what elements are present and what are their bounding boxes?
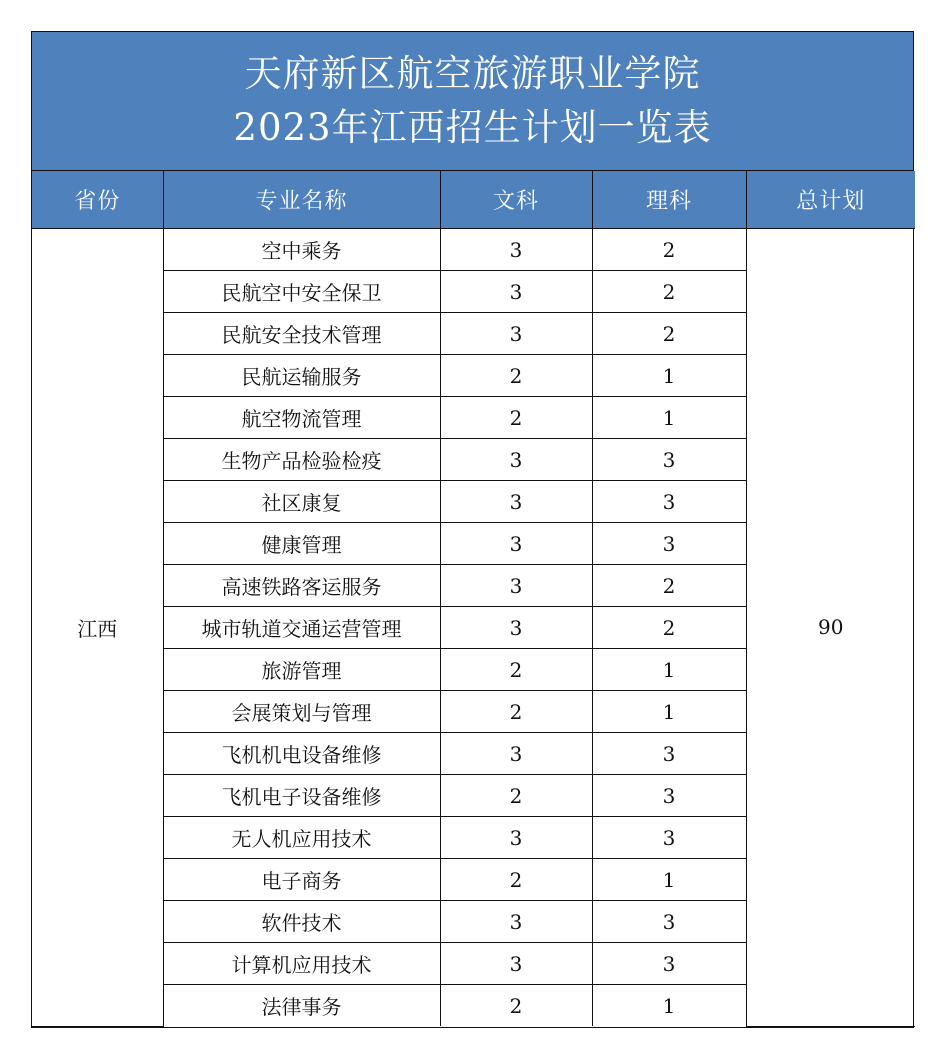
arts-cell: 3 [440,901,592,943]
science-cell: 3 [592,439,746,481]
header-arts: 文科 [440,171,592,229]
science-cell: 3 [592,817,746,859]
major-cell: 旅游管理 [163,649,440,691]
province-cell: 江西 [32,229,163,1027]
major-cell: 民航运输服务 [163,355,440,397]
major-cell: 会展策划与管理 [163,691,440,733]
science-cell: 2 [592,229,746,271]
science-cell: 3 [592,943,746,985]
major-cell: 飞机电子设备维修 [163,775,440,817]
arts-cell: 2 [440,355,592,397]
major-cell: 软件技术 [163,901,440,943]
arts-cell: 3 [440,943,592,985]
arts-cell: 2 [440,649,592,691]
major-cell: 民航安全技术管理 [163,313,440,355]
total-plan-cell: 90 [746,229,915,1027]
science-cell: 1 [592,397,746,439]
enrollment-table [32,171,915,1027]
arts-cell: 2 [440,985,592,1027]
arts-cell: 3 [440,229,592,271]
science-cell: 3 [592,523,746,565]
arts-cell: 3 [440,481,592,523]
major-cell: 飞机机电设备维修 [163,733,440,775]
arts-cell: 2 [440,859,592,901]
science-cell: 2 [592,607,746,649]
major-cell: 高速铁路客运服务 [163,565,440,607]
major-cell: 电子商务 [163,859,440,901]
arts-cell: 2 [440,691,592,733]
science-cell: 1 [592,355,746,397]
arts-cell: 3 [440,271,592,313]
arts-cell: 2 [440,775,592,817]
science-cell: 3 [592,775,746,817]
major-cell: 航空物流管理 [163,397,440,439]
science-cell: 3 [592,901,746,943]
arts-cell: 3 [440,313,592,355]
major-cell: 城市轨道交通运营管理 [163,607,440,649]
science-cell: 2 [592,313,746,355]
header-row [32,171,915,229]
major-cell: 生物产品检验检疫 [163,439,440,481]
major-cell: 法律事务 [163,985,440,1027]
arts-cell: 3 [440,817,592,859]
title-line-1: 天府新区航空旅游职业学院 [244,52,701,95]
enrollment-plan-sheet [31,31,914,1028]
arts-cell: 3 [440,565,592,607]
header-major: 专业名称 [163,171,440,229]
header-total: 总计划 [746,171,915,229]
table-body [32,229,915,1027]
major-cell: 健康管理 [163,523,440,565]
header-science: 理科 [592,171,746,229]
science-cell: 3 [592,733,746,775]
header-province: 省份 [32,171,163,229]
science-cell: 3 [592,481,746,523]
major-cell: 计算机应用技术 [163,943,440,985]
major-cell: 空中乘务 [163,229,440,271]
table-row [32,229,915,271]
arts-cell: 3 [440,439,592,481]
science-cell: 1 [592,691,746,733]
science-cell: 1 [592,859,746,901]
title-banner [32,32,913,171]
science-cell: 1 [592,649,746,691]
major-cell: 民航空中安全保卫 [163,271,440,313]
science-cell: 2 [592,271,746,313]
arts-cell: 3 [440,607,592,649]
arts-cell: 2 [440,397,592,439]
arts-cell: 3 [440,523,592,565]
major-cell: 无人机应用技术 [163,817,440,859]
title-line-2: 2023年江西招生计划一览表 [233,106,712,149]
arts-cell: 3 [440,733,592,775]
science-cell: 1 [592,985,746,1027]
major-cell: 社区康复 [163,481,440,523]
science-cell: 2 [592,565,746,607]
